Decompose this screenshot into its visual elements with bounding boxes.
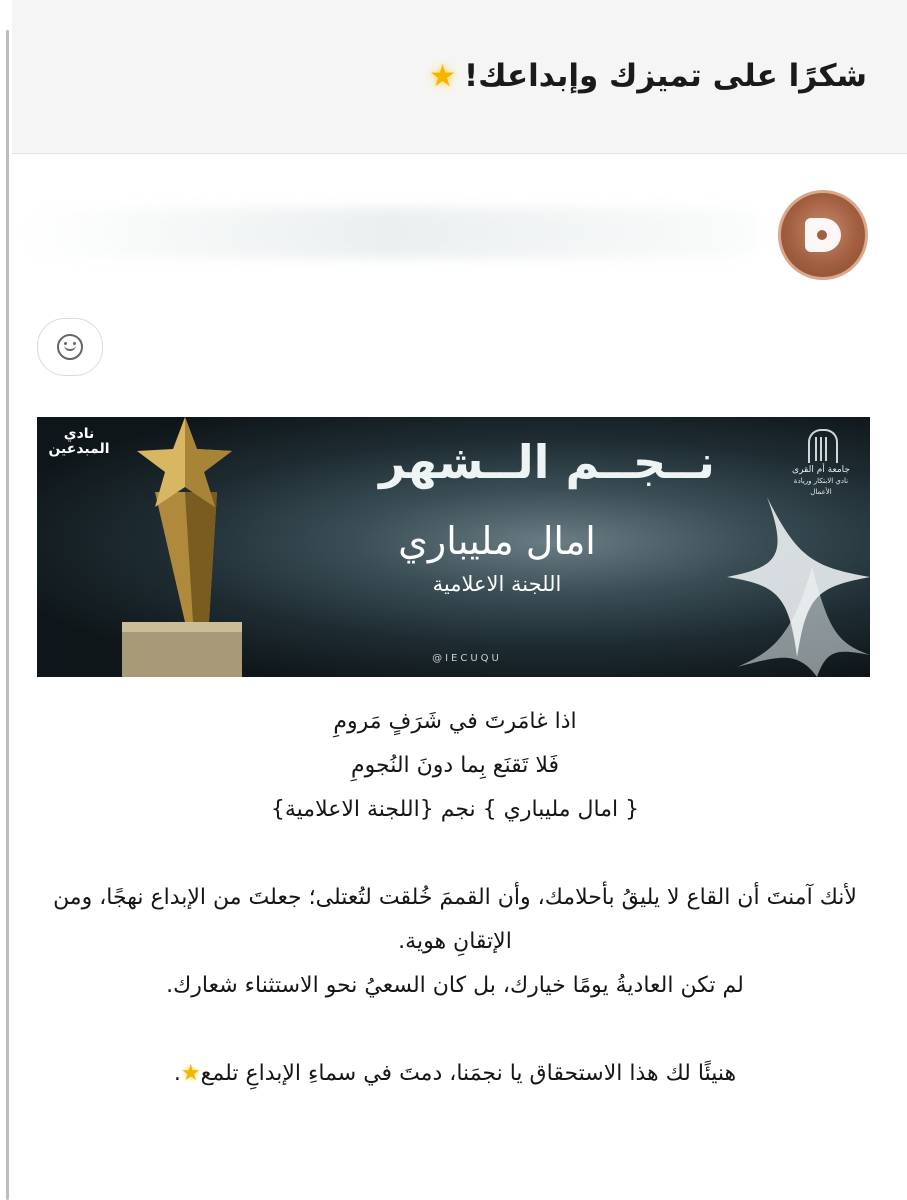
avatar[interactable] [778, 190, 868, 280]
university-name: جامعة أم القرى نادي الابتكار وريادة الأعمال [792, 465, 850, 496]
closing-line [30, 1052, 880, 1096]
message-title [429, 58, 867, 94]
university-emblem-icon [808, 429, 838, 463]
smiley-icon [57, 334, 83, 360]
closing-period: . [173, 1061, 181, 1086]
banner-handle: @IECUQU [432, 653, 502, 664]
banner-honoree-name: امال مليباري [398, 519, 596, 563]
club-logo: نادي المبدعين [48, 426, 110, 457]
add-reaction-button[interactable] [37, 318, 103, 376]
banner-committee: اللجنة الاعلامية [432, 572, 562, 596]
university-logo [786, 429, 856, 499]
glowing-star-icon: ★ [180, 1061, 201, 1086]
paragraph: لأنك آمنتَ أن القاع لا يليقُ بأحلامك، وأن القممَ خُلقت لتُعتلى؛ جعلتَ من الإبداع نهجًا، ومن الإتقانِ هوية. [53, 885, 857, 954]
banner-title: نــجــم الــشهر [379, 435, 715, 489]
sender-row [0, 180, 907, 280]
paragraph: لم تكن العاديةُ يومًا خيارك، بل كان السعيُ نحو الاستثناء شعارك. [166, 973, 744, 998]
star-of-month-banner[interactable] [37, 417, 870, 677]
blurred-sender-name [20, 208, 760, 258]
club-logo-icon [805, 218, 841, 252]
title-text: شكرًا على تميزك وإبداعك! [463, 58, 867, 94]
message-header [12, 0, 907, 154]
glowing-star-icon: ★ [429, 58, 456, 94]
closing-text: هنيئًا لك هذا الاستحقاق يا نجمَنا، دمتَ في سماءِ الإبداعِ تلمع [200, 1061, 737, 1086]
poem-line: فَلا تَقنَع بِما دونَ النُجومِ [351, 753, 559, 778]
poem-line: اذا غامَرتَ في شَرَفٍ مَرومِ [333, 709, 577, 734]
message-body [30, 700, 880, 1096]
poem-line: { امال مليباري } نجم {اللجنة الاعلامية} [270, 797, 640, 822]
